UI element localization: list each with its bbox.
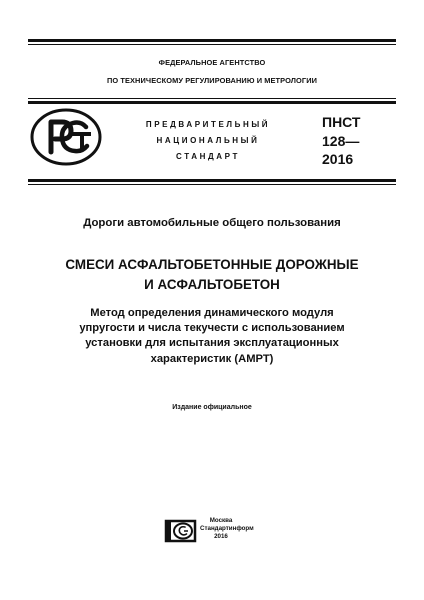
middle-rule-thin <box>28 184 396 185</box>
middle-rule-thick <box>28 179 396 182</box>
designation-line-1: ПНСТ <box>322 114 361 130</box>
standard-type-line-3: СТАНДАРТ <box>176 152 240 161</box>
method-line-3: установки для испытания эксплуатационных <box>85 337 339 350</box>
method-line-1: Метод определения динамического модуля <box>90 307 334 319</box>
standard-type-line-2: НАЦИОНАЛЬНЫЙ <box>156 136 260 145</box>
publisher-name: Стандартинформ <box>200 525 254 532</box>
title-line-2: И АСФАЛЬТОБЕТОН <box>144 277 280 292</box>
top-rule-thick <box>28 39 396 42</box>
designation-line-3: 2016 <box>322 151 354 167</box>
standartinform-logo-icon <box>164 518 198 544</box>
publication-year: 2016 <box>214 533 228 540</box>
designation-line-2: 128— <box>322 132 360 149</box>
method-line-4: характеристик (АМРТ) <box>150 352 274 365</box>
document-title <box>20 255 404 295</box>
rst-emblem-icon <box>30 108 102 166</box>
publisher-block <box>200 517 254 541</box>
document-method <box>20 306 404 367</box>
standard-designation <box>322 113 402 169</box>
agency-line-2: ПО ТЕХНИЧЕСКОМУ РЕГУЛИРОВАНИЮ И МЕТРОЛОГИИ <box>106 76 318 85</box>
standard-type <box>128 117 288 165</box>
header-rule-thick <box>28 101 396 104</box>
title-line-1: СМЕСИ АСФАЛЬТОБЕТОННЫЕ ДОРОЖНЫЕ <box>65 257 359 272</box>
header-rule-thin <box>28 98 396 99</box>
method-line-2: упругости и числа текучести с использованием <box>79 322 345 335</box>
agency-line-1: ФЕДЕРАЛЬНОЕ АГЕНТСТВО <box>158 58 266 67</box>
top-rule-thin <box>28 44 396 45</box>
standard-type-line-1: ПРЕДВАРИТЕЛЬНЫЙ <box>145 120 271 129</box>
document-subject: Дороги автомобильные общего пользования <box>83 217 341 229</box>
publisher-city: Москва <box>209 517 233 524</box>
edition-label: Издание официальное <box>172 404 252 411</box>
